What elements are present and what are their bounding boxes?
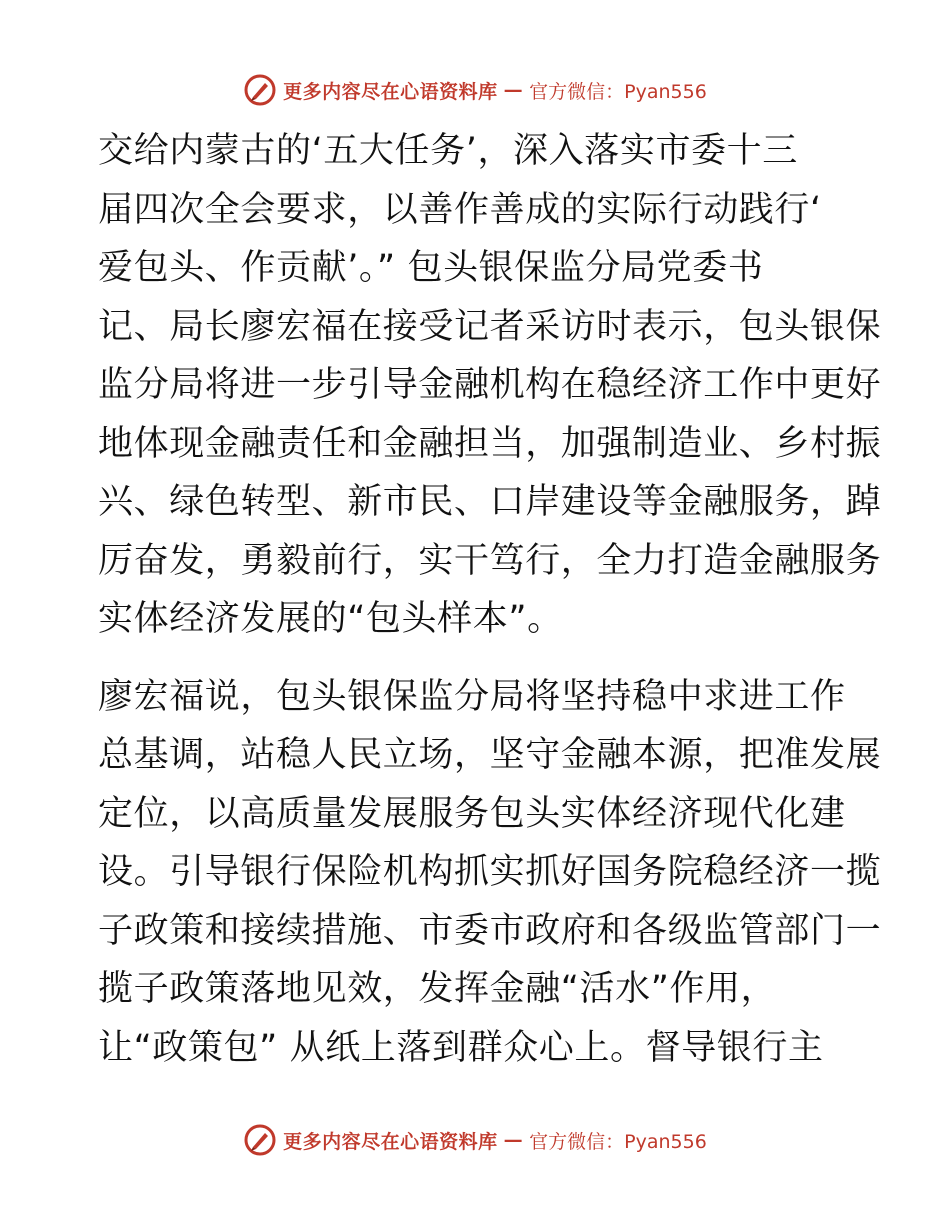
text-line: 记、局长廖宏福在接受记者采访时表示，包头银保	[98, 306, 882, 347]
banner-content	[243, 1123, 707, 1157]
text-line: 定位，以高质量发展服务包头实体经济现代化建	[98, 793, 846, 834]
banner-title: 更多内容尽在心语资料库	[283, 1130, 498, 1153]
header-banner	[0, 70, 950, 110]
text-line: 总基调，站稳人民立场，坚守金融本源，把准发展	[98, 735, 882, 775]
text-line: 实体经济发展的“包头样本”。	[98, 599, 563, 639]
text-line: 兴、绿色转型、新市民、口岸建设等金融服务，踔	[98, 482, 882, 522]
banner-title: 更多内容尽在心语资料库	[283, 80, 498, 103]
text-line: 廖宏福说，包头银保监分局将坚持稳中求进工作	[98, 676, 846, 717]
paragraph-1	[98, 122, 882, 649]
banner-content	[243, 73, 707, 107]
banner-handle: 官方微信：Pyan556	[529, 1130, 707, 1153]
pen-logo-icon	[243, 1123, 277, 1157]
paragraph-2	[98, 668, 882, 1078]
text-line: 爱包头、作贡献’。” 包头银保监分局党委书	[98, 248, 764, 288]
pen-logo-icon	[243, 73, 277, 107]
footer-banner	[0, 1120, 950, 1160]
text-line: 厉奋发，勇毅前行，实干笃行，全力打造金融服务	[98, 540, 882, 581]
banner-separator: —	[503, 1129, 524, 1151]
text-line: 揽子政策落地见效，发挥金融“活水”作用，	[98, 969, 777, 1009]
banner-separator: —	[503, 79, 524, 101]
text-line: 交给内蒙古的‘五大任务’，深入落实市委十三	[98, 131, 798, 171]
text-line: 监分局将进一步引导金融机构在稳经济工作中更好	[98, 365, 882, 405]
text-line: 子政策和接续措施、市委市政府和各级监管部门一	[98, 910, 882, 951]
text-line: 地体现金融责任和金融担当，加强制造业、乡村振	[98, 423, 882, 464]
banner-handle: 官方微信：Pyan556	[529, 80, 707, 103]
text-line: 让“政策包” 从纸上落到群众心上。督导银行主	[98, 1027, 824, 1068]
text-line: 设。引导银行保险机构抓实抓好国务院稳经济一揽	[98, 852, 882, 892]
document-body	[98, 122, 882, 1077]
text-line: 届四次全会要求，以善作善成的实际行动践行‘	[98, 189, 822, 230]
